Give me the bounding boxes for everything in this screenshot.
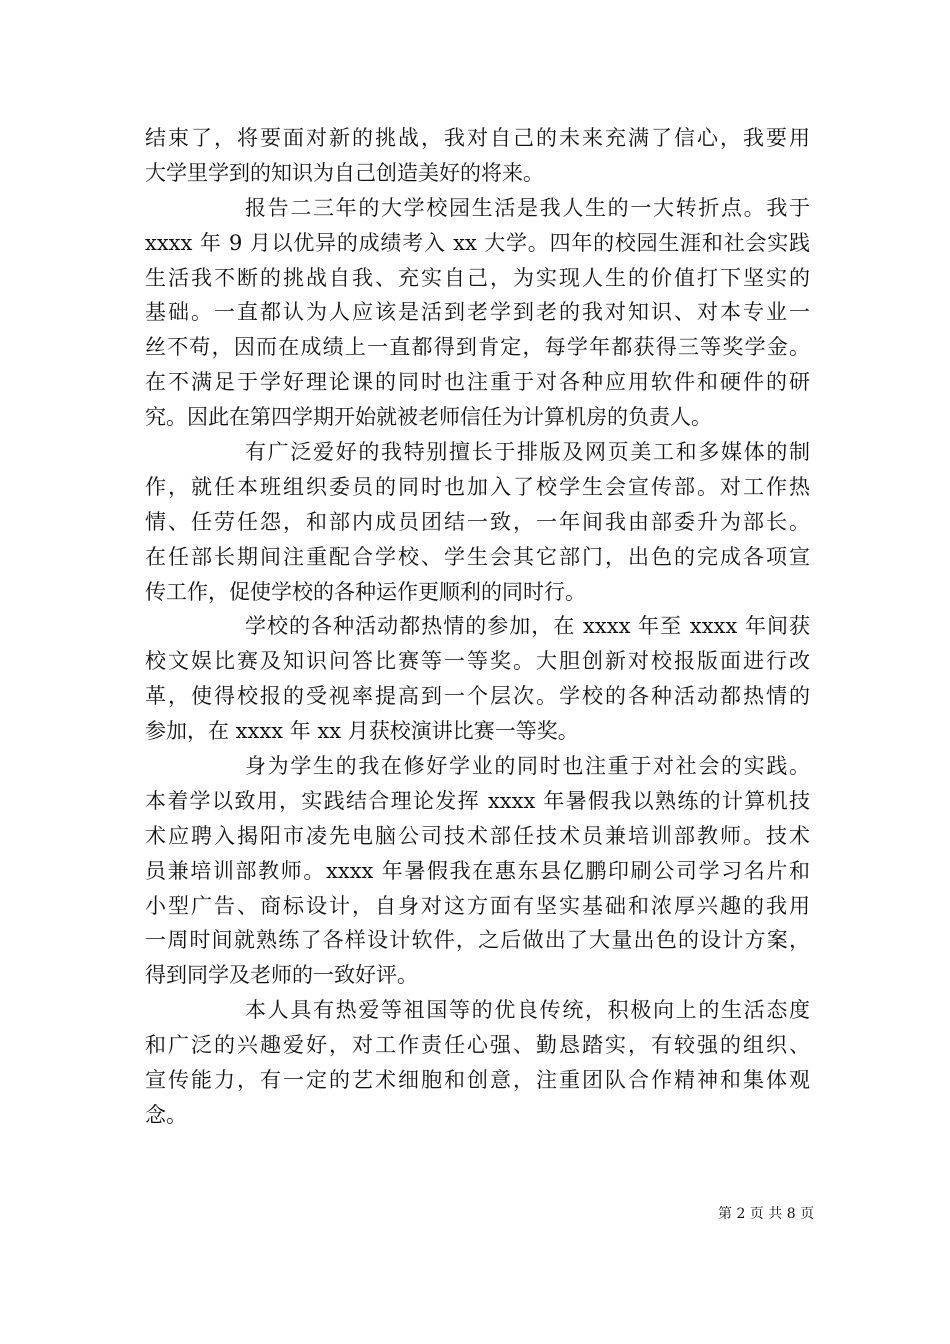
text-line: 结束了，将要面对新的挑战，我对自己的未来充满了信心，我要用 (145, 126, 810, 150)
text-line: 在不满足于学好理论课的同时也注重于对各种应用软件和硬件的研 (145, 370, 810, 395)
text-line: 情、任劳任怨，和部内成员团结一致，一年间我由部委升为部长。 (145, 509, 810, 534)
text-line: 员兼培训部教师。xxxx 年暑假我在惠东县亿鹏印刷公司学习名片和 (145, 858, 810, 883)
paragraph-6 (145, 993, 810, 1133)
paragraph-1 (145, 121, 810, 191)
paragraph-4 (145, 609, 810, 749)
document-body (145, 121, 810, 1133)
text-line: 小型广告、商标设计，自身对这方面有坚实基础和浓厚兴趣的我用 (145, 893, 810, 918)
text-line: 本着学以致用，实践结合理论发挥 xxxx 年暑假我以熟练的计算机技 (145, 788, 810, 813)
text-line: 校文娱比赛及知识问答比赛等一等奖。大胆创新对校报版面进行改 (145, 649, 810, 674)
text-line: 术应聘入揭阳市凌先电脑公司技术部任技术员兼培训部教师。技术 (145, 823, 810, 848)
text-line: 学校的各种活动都热情的参加，在 xxxx 年至 xxxx 年间获 (245, 614, 810, 639)
paragraph-5 (145, 749, 810, 993)
text-line: 革，使得校报的受视率提高到一个层次。学校的各种活动都热情的 (145, 684, 810, 709)
text-line: 参加，在 xxxx 年 xx 月获校演讲比赛一等奖。 (145, 719, 579, 744)
text-line: 在任部长期间注重配合学校、学生会其它部门，出色的完成各项宣 (145, 544, 810, 569)
paragraph-2 (145, 191, 810, 435)
text-line: 得到同学及老师的一致好评。 (145, 963, 418, 988)
text-line: 报告二三年的大学校园生活是我人生的一大转折点。我于 (245, 195, 810, 220)
text-line: xxxx 年 9 月以优异的成绩考入 xx 大学。四年的校园生涯和社会实践 (145, 230, 810, 255)
text-line: 传工作，促使学校的各种运作更顺利的同时行。 (145, 579, 586, 604)
text-line: 作，就任本班组织委员的同时也加入了校学生会宣传部。对工作热 (145, 474, 810, 499)
text-line: 生活我不断的挑战自我、充实自己，为实现人生的价值打下坚实的 (145, 265, 810, 290)
text-line: 身为学生的我在修好学业的同时也注重于对社会的实践。 (245, 754, 810, 779)
paragraph-3 (145, 435, 810, 609)
text-line: 大学里学到的知识为自己创造美好的将来。 (145, 160, 544, 185)
text-line: 基础。一直都认为人应该是活到老学到老的我对知识、对本专业一 (145, 300, 810, 325)
text-line: 念。 (145, 1102, 187, 1127)
text-line: 丝不苟，因而在成绩上一直都得到肯定，每学年都获得三等奖学金。 (145, 335, 810, 360)
text-line: 宣传能力，有一定的艺术细胞和创意，注重团队合作精神和集体观 (145, 1068, 810, 1093)
text-line: 和广泛的兴趣爱好，对工作责任心强、勤恳踏实，有较强的组织、 (145, 1033, 810, 1058)
text-line: 一周时间就熟练了各样设计软件，之后做出了大量出色的设计方案， (145, 928, 810, 953)
text-line: 有广泛爱好的我特别擅长于排版及网页美工和多媒体的制 (245, 440, 810, 465)
page-number: 第 2 页 共 8 页 (718, 1206, 815, 1222)
text-line: 究。因此在第四学期开始就被老师信任为计算机房的负责人。 (145, 405, 712, 430)
text-line: 本人具有热爱等祖国等的优良传统，积极向上的生活态度 (245, 998, 810, 1023)
